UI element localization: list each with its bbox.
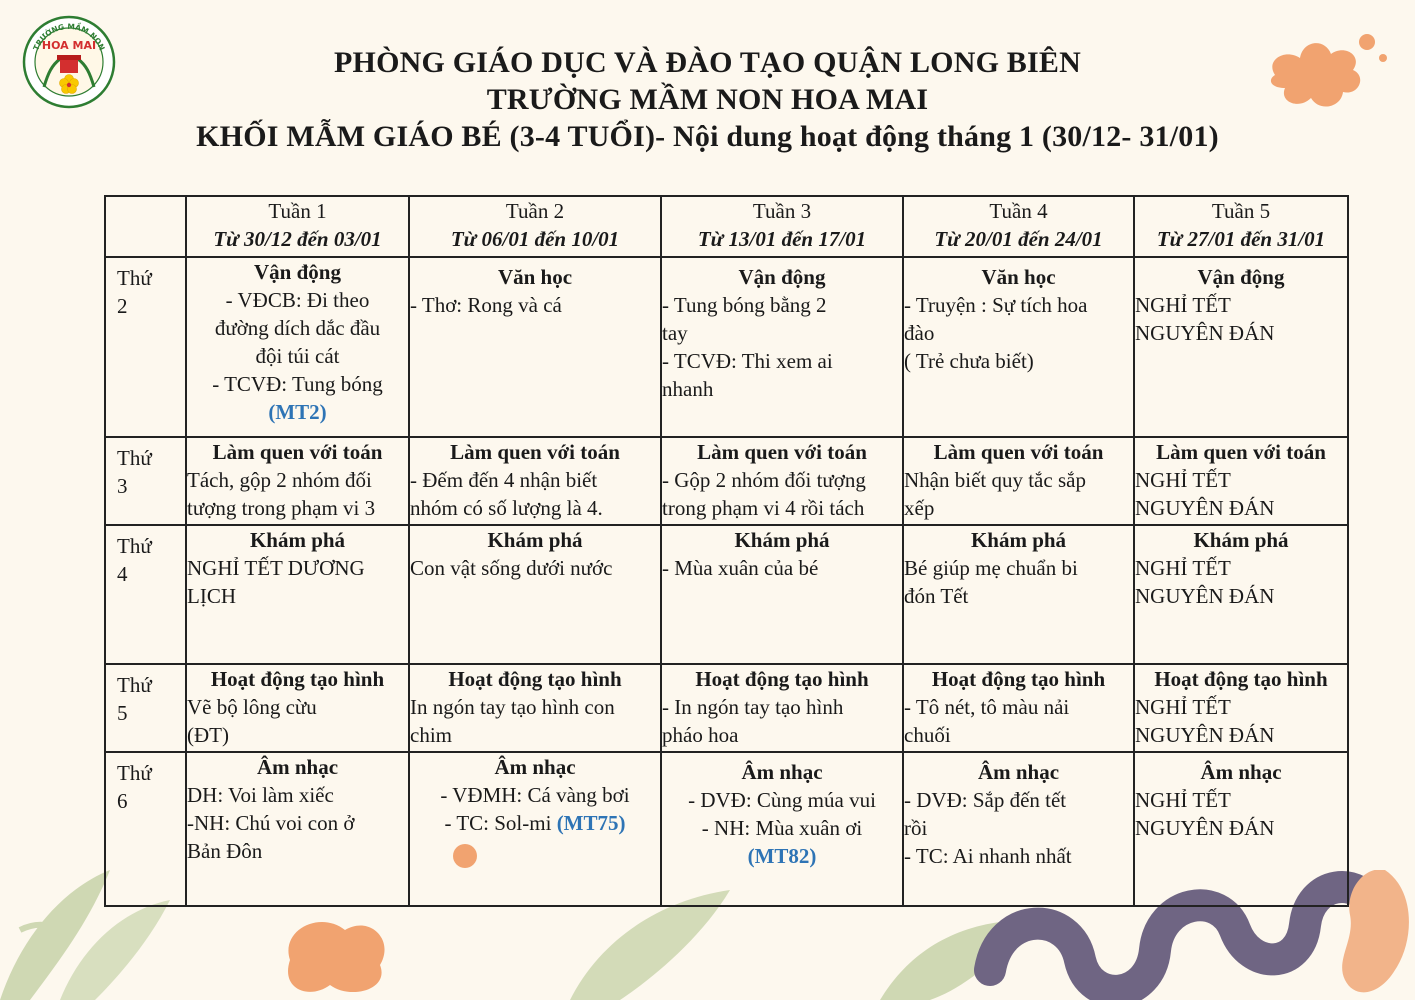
- week-header: Tuần 4 Từ 20/01 đến 24/01: [903, 196, 1134, 257]
- subject-label: Âm nhạc: [256, 755, 339, 779]
- day-label: Thứ 5: [105, 664, 186, 752]
- activity-cell: Vận động - Tung bóng bằng 2 tay - TCVĐ: Thi xem ai nhanh: [661, 257, 903, 437]
- day-label: Thứ 3: [105, 437, 186, 525]
- subject-label: Khám phá: [1193, 528, 1289, 552]
- week-header: Tuần 3 Từ 13/01 đến 17/01: [661, 196, 903, 257]
- activity-cell: Khám phá NGHỈ TẾT DƯƠNG LỊCH: [186, 525, 409, 664]
- activity-cell: Văn học - Truyện : Sự tích hoa đào ( Trẻ chưa biết): [903, 257, 1134, 437]
- activity-cell: Âm nhạc DH: Voi làm xiếc -NH: Chú voi con ở Bản Đôn: [186, 752, 409, 906]
- week-header-row: [105, 196, 1348, 257]
- day-label: Thứ 4: [105, 525, 186, 664]
- subject-label: Vận động: [738, 265, 826, 289]
- subject-label: Khám phá: [970, 528, 1067, 552]
- week-header: Tuần 5 Từ 27/01 đến 31/01: [1134, 196, 1348, 257]
- subject-label: Văn học: [497, 265, 573, 289]
- activity-cell: Âm nhạc - DVĐ: Sắp đến tết rồi - TC: Ai nhanh nhất: [903, 752, 1134, 906]
- corner-cell: [105, 196, 186, 257]
- table-row: [105, 752, 1348, 906]
- subject-label: Làm quen với toán: [450, 440, 620, 464]
- activity-cell: Văn học - Thơ: Rong và cá: [409, 257, 661, 437]
- subject-label: Âm nhạc: [977, 760, 1060, 784]
- subject-label: Âm nhạc: [1200, 760, 1282, 784]
- week-header: Tuần 2 Từ 06/01 đến 10/01: [409, 196, 661, 257]
- activity-cell: Khám phá Con vật sống dưới nước: [409, 525, 661, 664]
- subject-label: Văn học: [981, 265, 1056, 289]
- table-row: [105, 525, 1348, 664]
- subject-label: Âm nhạc: [494, 755, 576, 779]
- activity-cell: Hoạt động tạo hình - Tô nét, tô màu nải chuối: [903, 664, 1134, 752]
- school-title: TRƯỜNG MẦM NON HOA MAI: [486, 83, 929, 116]
- subject-label: Làm quen với toán: [697, 440, 867, 464]
- subject-label: Làm quen với toán: [933, 440, 1104, 464]
- activity-cell: Âm nhạc NGHỈ TẾT NGUYÊN ĐÁN: [1134, 752, 1348, 906]
- activity-cell: Hoạt động tạo hình In ngón tay tạo hình con chim: [409, 664, 661, 752]
- subject-label: Hoạt động tạo hình: [448, 667, 622, 691]
- subject-label: Vận động: [1197, 265, 1285, 289]
- subject-label: Hoạt động tạo hình: [695, 667, 869, 691]
- subject-label: Khám phá: [487, 528, 583, 552]
- activity-cell: Âm nhạc - DVĐ: Cùng múa vui - NH: Mùa xuân ơi (MT82): [661, 752, 903, 906]
- activity-schedule-table: [104, 195, 1349, 907]
- activity-cell: Làm quen với toán - Gộp 2 nhóm đối tượng trong phạm vi 4 rồi tách: [661, 437, 903, 525]
- day-label: Thứ 2: [105, 257, 186, 437]
- activity-cell: Vận động - VĐCB: Đi theo đường dích dắc đầu đội túi cát - TCVĐ: Tung bóng (MT2): [186, 257, 409, 437]
- activity-cell: Khám phá NGHỈ TẾT NGUYÊN ĐÁN: [1134, 525, 1348, 664]
- subject-label: Vận động: [254, 260, 341, 284]
- department-title: PHÒNG GIÁO DỤC VÀ ĐÀO TẠO QUẬN LONG BIÊN: [334, 46, 1081, 79]
- week-header: Tuần 1 Từ 30/12 đến 03/01: [186, 196, 409, 257]
- plan-title: KHỐI MẪM GIÁO BÉ (3-4 TUỔI)- Nội dung hoạt động tháng 1 (30/12- 31/01): [196, 120, 1219, 153]
- orange-blob-bottom-left: [270, 900, 400, 1000]
- activity-cell: Làm quen với toán - Đếm đến 4 nhận biết nhóm có số lượng là 4.: [409, 437, 661, 525]
- svg-text:TRƯỜNG MẦM NON: TRƯỜNG MẦM NON: [31, 21, 107, 52]
- table-row: [105, 664, 1348, 752]
- goal-code: (MT75): [556, 811, 626, 835]
- activity-cell: Vận động NGHỈ TẾT NGUYÊN ĐÁN: [1134, 257, 1348, 437]
- subject-label: Làm quen với toán: [212, 440, 383, 464]
- activity-cell: Hoạt động tạo hình NGHỈ TẾT NGUYÊN ĐÁN: [1134, 664, 1348, 752]
- day-label: Thứ 6: [105, 752, 186, 906]
- table-row: [105, 437, 1348, 525]
- activity-cell: Âm nhạc - VĐMH: Cá vàng bơi - TC: Sol-mi (MT75): [409, 752, 661, 906]
- activity-cell: Làm quen với toán Nhận biết quy tắc sắp xếp: [903, 437, 1134, 525]
- activity-cell: Khám phá Bé giúp mẹ chuẩn bi đón Tết: [903, 525, 1134, 664]
- svg-text:HOA MAI: HOA MAI: [41, 39, 97, 52]
- subject-label: Hoạt động tạo hình: [210, 667, 385, 691]
- subject-label: Làm quen với toán: [1156, 440, 1326, 464]
- activity-cell: Làm quen với toán Tách, gộp 2 nhóm đối tượng trong phạm vi 3: [186, 437, 409, 525]
- subject-label: Hoạt động tạo hình: [931, 667, 1106, 691]
- activity-cell: Làm quen với toán NGHỈ TẾT NGUYÊN ĐÁN: [1134, 437, 1348, 525]
- activity-cell: Hoạt động tạo hình Vẽ bộ lông cừu (ĐT): [186, 664, 409, 752]
- goal-code: (MT2): [268, 400, 327, 424]
- table-row: [105, 257, 1348, 437]
- activity-cell: Khám phá - Mùa xuân của bé: [661, 525, 903, 664]
- subject-label: Khám phá: [249, 528, 346, 552]
- page-header: [0, 44, 1415, 155]
- subject-label: Âm nhạc: [741, 760, 823, 784]
- subject-label: Hoạt động tạo hình: [1154, 667, 1328, 691]
- goal-code: (MT82): [747, 844, 817, 868]
- activity-cell: Hoạt động tạo hình - In ngón tay tạo hình pháo hoa: [661, 664, 903, 752]
- subject-label: Khám phá: [734, 528, 830, 552]
